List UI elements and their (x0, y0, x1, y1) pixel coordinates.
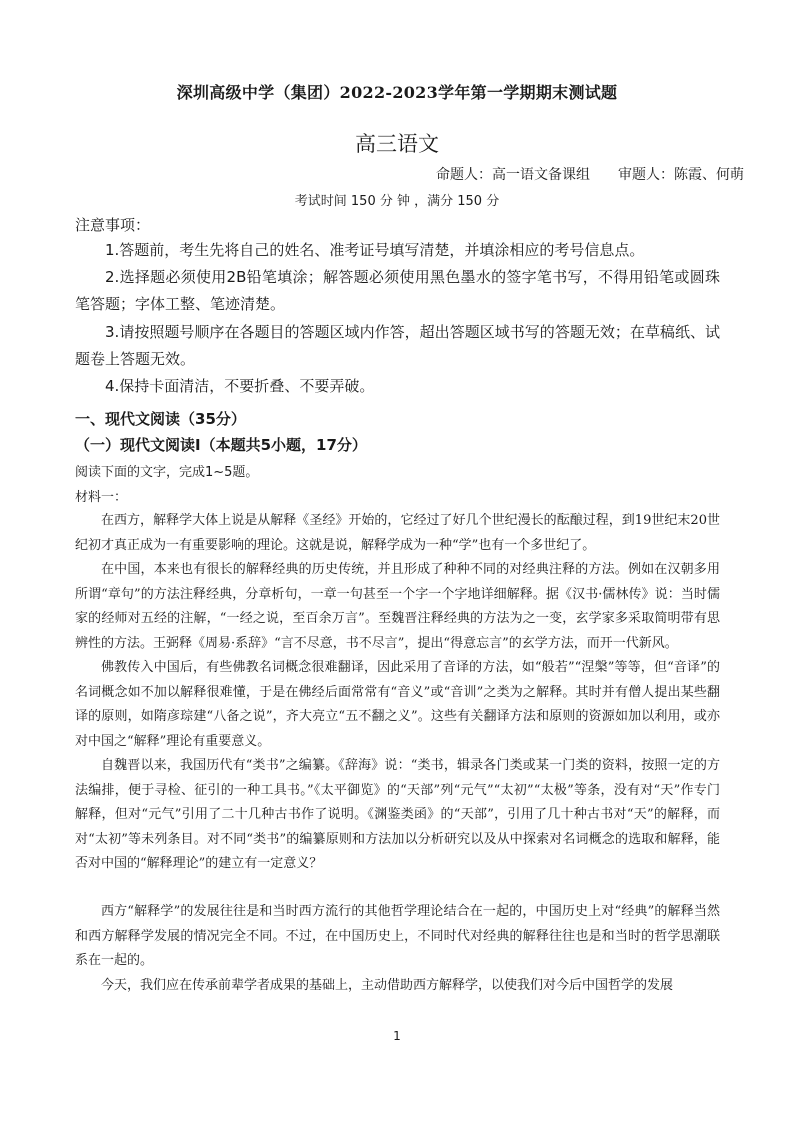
notice-item-3: 3.请按照题号顺序在各题目的答题区域内作答，超出答题区域书写的答题无效；在草稿纸、试题卷上答题无效。 (75, 323, 720, 368)
subsection-heading: （一）现代文阅读Ⅰ（本题共5小题，17分） (75, 436, 367, 454)
reading-instruction: 阅读下面的文字，完成1~5题。 (75, 465, 259, 480)
passage-paragraph-2: 在中国，本来也有很长的解释经典的历史传统，并且形成了种种不同的对经典注释的方法。例如在汉朝多用所谓“章句”的方法注释经典，分章析句，一章一句甚至一个字一个字地详细解释。据《汉书·儒林传》说：当时儒家的经师对五经的注解，“一经之说，至百余万言”。至魏晋注释经典的方法为之一变，玄学家多采取简明带有思辨性的方法。王弼释《周易·系辞》“言不尽意，书不尽言”，提出“得意忘言”的玄学方法，而开一代新风。 (75, 562, 720, 651)
author-line (436, 164, 744, 184)
notice-item-1: 1.答题前，考生先将自己的姓名、准考证号填写清楚，并填涂相应的考号信息点。 (105, 241, 645, 259)
setter-text: 命题人：高一语文备课组 (436, 167, 590, 183)
notice-heading: 注意事项： (75, 216, 151, 234)
passage-paragraph-6: 今天，我们应在传承前辈学者成果的基础上，主动借助西方解释学，以使我们对今后中国哲学的发展 (101, 978, 674, 993)
section-heading: 一、现代文阅读（35分） (75, 410, 246, 428)
passage-paragraph-3: 佛教传入中国后，有些佛教名词概念很难翻译，因此采用了音译的方法，如“般若”“涅槃”等等，但“音译”的名词概念如不加以解释很难懂，于是在佛经后面常常有“音义”或“音训”之类为之解释。其时并有僧人提出某些翻译的原则，如隋彦琮建“八备之说”，齐大亮立“五不翻之义”。这些有关翻译方法和原则的资源如加以利用，或亦对中国之“解释”理论有重要意义。 (75, 660, 720, 749)
exam-info: 考试时间 150 分 钟 ，满分 150 分 (294, 194, 500, 209)
reviewer-text: 审题人：陈霞、何萌 (618, 167, 744, 183)
material-label: 材料一： (75, 490, 128, 505)
passage-paragraph-4: 自魏晋以来，我国历代有“类书”之编纂。《辞海》说：“类书，辑录各门类或某一门类的资料，按照一定的方法编排，便于寻检、征引的一种工具书。”《太平御览》的“天部”列“元气”“太初”“太极”等条，没有对“天”作专门解释，但对“元气”引用了二十几种古书作了说明。《渊鉴类函》的“天部”，引用了几十种古书对“天”的解释，而对“太初”等未列条目。对不同“类书”的编纂原则和方法加以分析研究以及从中探索对名词概念的选取和解释，能否对中国的“解释理论”的建立有一定意义？ (75, 758, 720, 871)
exam-subject: 高三语文 (355, 132, 439, 156)
notice-item-4: 4.保持卡面清洁，不要折叠、不要弄破。 (105, 377, 375, 395)
exam-title: 深圳高级中学（集团）2022-2023学年第一学期期末测试题 (176, 83, 618, 102)
page-number: 1 (393, 1029, 401, 1043)
passage-paragraph-1: 在西方，解释学大体上说是从解释《圣经》开始的，它经过了好几个世纪漫长的酝酿过程，到19世纪末20世纪初才真正成为一有重要影响的理论。这就是说，解释学成为一种“学”也有一个多世纪了。 (75, 513, 720, 553)
notice-item-2: 2.选择题必须使用2B铅笔填涂；解答题必须使用黑色墨水的签字笔书写，不得用铅笔或圆珠笔答题；字体工整、笔迹清楚。 (75, 268, 720, 313)
passage-paragraph-5: 西方“解释学”的发展往往是和当时西方流行的其他哲学理论结合在一起的，中国历史上对“经典”的解释当然和西方解释学发展的情况完全不同。不过，在中国历史上，不同时代对经典的解释往往也是和当时的哲学思潮联系在一起的。 (75, 904, 720, 968)
